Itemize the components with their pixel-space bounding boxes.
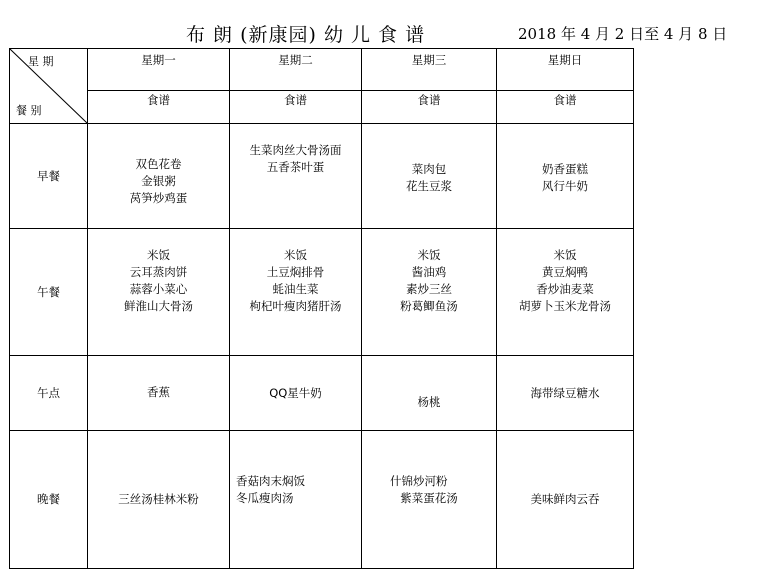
dish: 米饭 — [284, 248, 307, 262]
menu-cell — [362, 356, 497, 431]
menu-cell — [88, 431, 230, 569]
dish: 素炒三丝 — [406, 282, 452, 296]
date-range: 2018 年 4 月 2 日至 4 月 8 日 — [518, 25, 728, 43]
dish: 米饭 — [553, 248, 577, 262]
dish: 双色花卷 — [135, 156, 182, 171]
menu-cell — [497, 124, 634, 229]
menu-cell — [230, 229, 362, 356]
recipe-subheader: 食谱 — [230, 91, 362, 124]
dish: QQ星牛奶 — [269, 385, 322, 400]
dish: 香炒油麦菜 — [536, 282, 594, 296]
dish: 土豆焖排骨 — [266, 265, 325, 279]
dish: 冬瓜瘦肉汤 — [236, 490, 294, 505]
recipe-subheader: 食谱 — [497, 91, 634, 124]
dish: 香蕉 — [147, 384, 170, 399]
meal-label-lunch: 午餐 — [10, 229, 88, 356]
dish: 紫菜蛋花汤 — [400, 490, 458, 505]
menu-cell — [497, 431, 634, 569]
corner-meal-label: 餐 别 — [16, 104, 42, 117]
dish: 粉葛鲫鱼汤 — [400, 299, 458, 313]
dish: 菜肉包 — [411, 162, 447, 176]
dish: 金银粥 — [141, 173, 176, 188]
dish: 胡萝卜玉米龙骨汤 — [519, 299, 611, 313]
page-title: 布 朗 (新康园) 幼 儿 食 谱 — [186, 24, 426, 46]
dish: 五香茶叶蛋 — [266, 160, 325, 174]
meal-label-snack: 午点 — [10, 356, 88, 431]
dish: 三丝汤桂林米粉 — [118, 492, 199, 506]
recipe-subheader: 食谱 — [362, 91, 497, 124]
menu-table — [9, 48, 634, 569]
dish: 枸杞叶瘦肉猪肝汤 — [249, 299, 342, 313]
dish: 风行牛奶 — [542, 179, 588, 193]
dish: 什锦炒河粉 — [390, 473, 448, 488]
dish: 米饭 — [417, 248, 441, 262]
corner-day-label: 星 期 — [28, 55, 54, 68]
recipe-subheader: 食谱 — [88, 91, 230, 124]
menu-cell — [230, 356, 362, 431]
dish: 奶香蛋糕 — [542, 162, 588, 176]
menu-cell — [497, 356, 634, 431]
day-header: 星期三 — [362, 49, 497, 91]
menu-cell — [362, 431, 497, 569]
dish: 杨桃 — [417, 394, 441, 409]
menu-cell — [88, 356, 230, 431]
dish: 鲜淮山大骨汤 — [124, 299, 193, 313]
menu-cell — [362, 124, 497, 229]
menu-cell — [88, 229, 230, 356]
dish: 蒜蓉小菜心 — [129, 282, 188, 296]
dish: 蚝油生菜 — [272, 282, 319, 296]
dish: 生菜肉丝大骨汤面 — [249, 143, 342, 157]
dish: 米饭 — [147, 248, 170, 262]
menu-cell — [362, 229, 497, 356]
dish: 酱油鸡 — [411, 265, 447, 279]
dish: 莴笋炒鸡蛋 — [129, 190, 188, 205]
day-header: 星期二 — [230, 49, 362, 91]
menu-cell — [230, 124, 362, 229]
dish: 云耳蒸肉饼 — [129, 265, 188, 279]
day-header: 星期日 — [497, 49, 634, 91]
dish: 花生豆浆 — [406, 179, 452, 193]
dish: 美味鲜肉云吞 — [530, 492, 600, 506]
menu-cell — [88, 124, 230, 229]
meal-label-dinner: 晚餐 — [10, 431, 88, 569]
meal-label-breakfast: 早餐 — [10, 124, 88, 229]
day-header: 星期一 — [88, 49, 230, 91]
menu-cell — [230, 431, 362, 569]
dish: 黄豆焖鸭 — [542, 265, 588, 279]
dish: 香菇肉末焖饭 — [236, 473, 305, 488]
menu-cell — [497, 229, 634, 356]
dish: 海带绿豆糖水 — [530, 385, 600, 400]
corner-cell — [10, 49, 88, 124]
